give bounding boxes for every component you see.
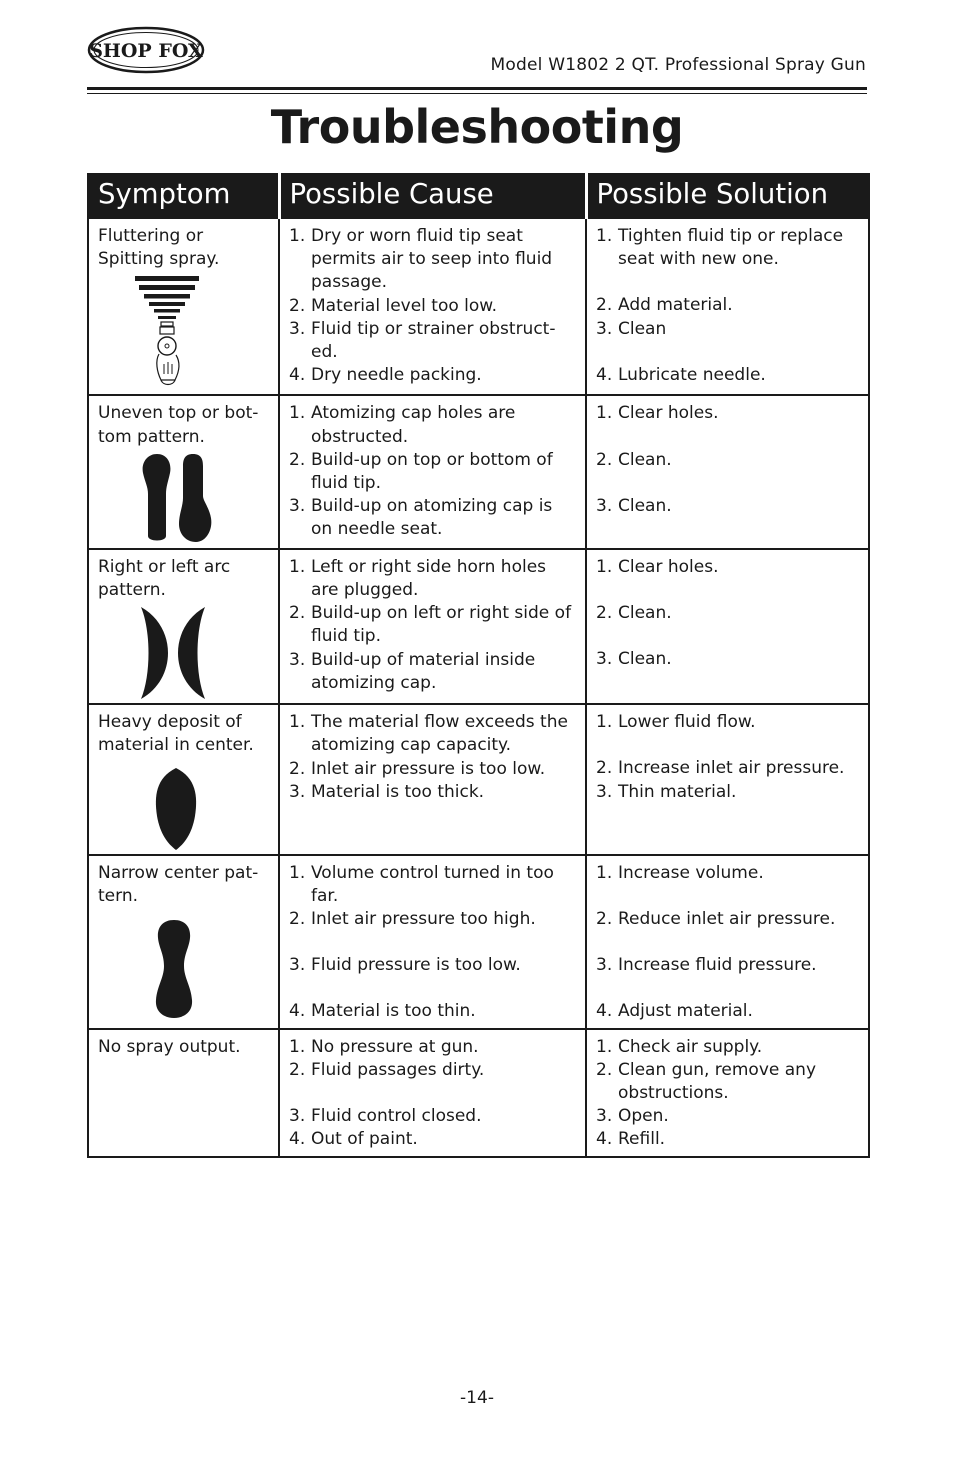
arc-pattern-icon bbox=[137, 607, 209, 699]
cause-cell bbox=[279, 1029, 586, 1157]
solution-cell bbox=[586, 704, 869, 854]
table-row bbox=[88, 1029, 869, 1157]
solution-item: 1. Clear holes. bbox=[596, 403, 719, 424]
symptom-text: Right or left arc pattern. bbox=[98, 556, 231, 601]
cause-cell bbox=[279, 549, 586, 704]
model-line: Model W1802 2 QT. Professional Spray Gun bbox=[490, 55, 866, 75]
logo-brand-text: SHOP FOX bbox=[89, 40, 203, 62]
solution-item: 1. Check air supply. bbox=[596, 1036, 763, 1057]
symptom-text: Uneven top or bot- tom pattern. bbox=[98, 403, 259, 447]
header-possible-solution: Possible Solution bbox=[586, 173, 869, 218]
cause-item: 2. Build-up on left or right side of fluid tip. bbox=[289, 603, 572, 647]
solution-item: 4. Adjust material. bbox=[596, 1001, 753, 1022]
cause-item: 2. Inlet air pressure too high. bbox=[289, 909, 536, 930]
cause-item: 1. The material flow exceeds the atomizing cap capacity. bbox=[289, 712, 568, 756]
solution-item: 4. Lubricate needle. bbox=[596, 364, 766, 385]
cause-item: 1. No pressure at gun. bbox=[289, 1036, 479, 1057]
solution-item: 1. Tighten fluid tip or replace seat with new one. bbox=[596, 226, 844, 270]
table-row bbox=[88, 395, 869, 548]
solution-cell bbox=[586, 395, 869, 548]
solution-item: 2. Add material. bbox=[596, 295, 733, 316]
cause-item: 3. Build-up of material inside atomizing cap. bbox=[289, 649, 536, 693]
cause-item: 1. Dry or worn fluid tip seat permits air to seep into fluid passage. bbox=[289, 226, 553, 293]
cause-item: 4. Material is too thin. bbox=[289, 1001, 476, 1022]
cause-cell bbox=[279, 395, 586, 548]
symptom-cell bbox=[88, 855, 279, 1029]
cause-item: 3. Fluid pressure is too low. bbox=[289, 955, 521, 976]
table-row bbox=[88, 549, 869, 704]
header-rule-thin bbox=[87, 93, 867, 94]
shop-fox-logo bbox=[87, 26, 205, 74]
solution-item: 3. Increase fluid pressure. bbox=[596, 955, 817, 976]
solution-item: 2. Reduce inlet air pressure. bbox=[596, 908, 836, 929]
solution-item: 2. Clean. bbox=[596, 603, 672, 624]
page-number: -14- bbox=[460, 1388, 494, 1408]
cause-item: 4. Out of paint. bbox=[289, 1129, 418, 1150]
table-row bbox=[88, 218, 869, 395]
solution-item: 4. Refill. bbox=[596, 1129, 666, 1150]
solution-item: 1. Lower fluid flow. bbox=[596, 712, 756, 733]
symptom-text: Narrow center pat- tern. bbox=[98, 862, 259, 906]
symptom-cell bbox=[88, 395, 279, 548]
solution-cell bbox=[586, 218, 869, 395]
solution-cell bbox=[586, 1029, 869, 1157]
table-row bbox=[88, 855, 869, 1029]
table-row bbox=[88, 704, 869, 854]
cause-item: 3. Material is too thick. bbox=[289, 781, 485, 802]
symptom-text: Fluttering or Spitting spray. bbox=[98, 226, 220, 270]
cause-item: 3. Fluid control closed. bbox=[289, 1106, 482, 1127]
solution-item: 2. Increase inlet air pressure. bbox=[596, 758, 845, 779]
cause-cell bbox=[279, 855, 586, 1029]
solution-item: 1. Clear holes. bbox=[596, 556, 719, 577]
solution-item: 3. Clean. bbox=[596, 649, 672, 670]
solution-item: 3. Open. bbox=[596, 1106, 669, 1127]
uneven-pattern-icon bbox=[141, 454, 213, 544]
cause-item: 2. Inlet air pressure is too low. bbox=[289, 758, 546, 779]
cause-item: 4. Dry needle packing. bbox=[289, 365, 482, 386]
table-header-row bbox=[88, 173, 869, 218]
page-title: Troubleshooting bbox=[270, 100, 684, 154]
symptom-cell bbox=[88, 1029, 279, 1157]
solution-cell bbox=[586, 855, 869, 1029]
solution-item: 2. Clean. bbox=[596, 449, 672, 470]
symptom-cell bbox=[88, 549, 279, 704]
cause-item: 1. Atomizing cap holes are obstructed. bbox=[289, 403, 516, 447]
fluttering-spray-icon bbox=[135, 276, 199, 390]
solution-item: 3. Clean bbox=[596, 318, 667, 339]
cause-item: 1. Volume control turned in too far. bbox=[289, 862, 554, 906]
header-possible-cause: Possible Cause bbox=[279, 173, 586, 218]
symptom-cell bbox=[88, 218, 279, 395]
solution-item: 3. Clean. bbox=[596, 495, 672, 516]
symptom-text: No spray output. bbox=[98, 1036, 241, 1057]
heavy-center-pattern-icon bbox=[154, 768, 198, 850]
solution-item: 3. Thin material. bbox=[596, 781, 737, 802]
solution-item: 1. Increase volume. bbox=[596, 862, 764, 883]
header-symptom: Symptom bbox=[88, 173, 279, 218]
cause-item: 1. Left or right side horn holes are plugged. bbox=[289, 556, 547, 601]
cause-item: 2. Build-up on top or bottom of fluid tip. bbox=[289, 449, 553, 494]
cause-cell bbox=[279, 704, 586, 854]
cause-item: 2. Material level too low. bbox=[289, 295, 498, 316]
cause-item: 2. Fluid passages dirty. bbox=[289, 1059, 485, 1080]
troubleshooting-table bbox=[87, 173, 870, 1158]
symptom-text: Heavy deposit of material in center. bbox=[98, 712, 254, 756]
solution-cell bbox=[586, 549, 869, 704]
narrow-center-pattern-icon bbox=[154, 920, 194, 1018]
cause-item: 3. Build-up on atomizing cap is on needle seat. bbox=[289, 496, 553, 540]
cause-cell bbox=[279, 218, 586, 395]
solution-item: 2. Clean gun, remove any obstructions. bbox=[596, 1059, 817, 1104]
symptom-cell bbox=[88, 704, 279, 854]
header-rule bbox=[87, 87, 867, 90]
cause-item: 3. Fluid tip or strainer obstruct-ed. bbox=[289, 318, 556, 363]
